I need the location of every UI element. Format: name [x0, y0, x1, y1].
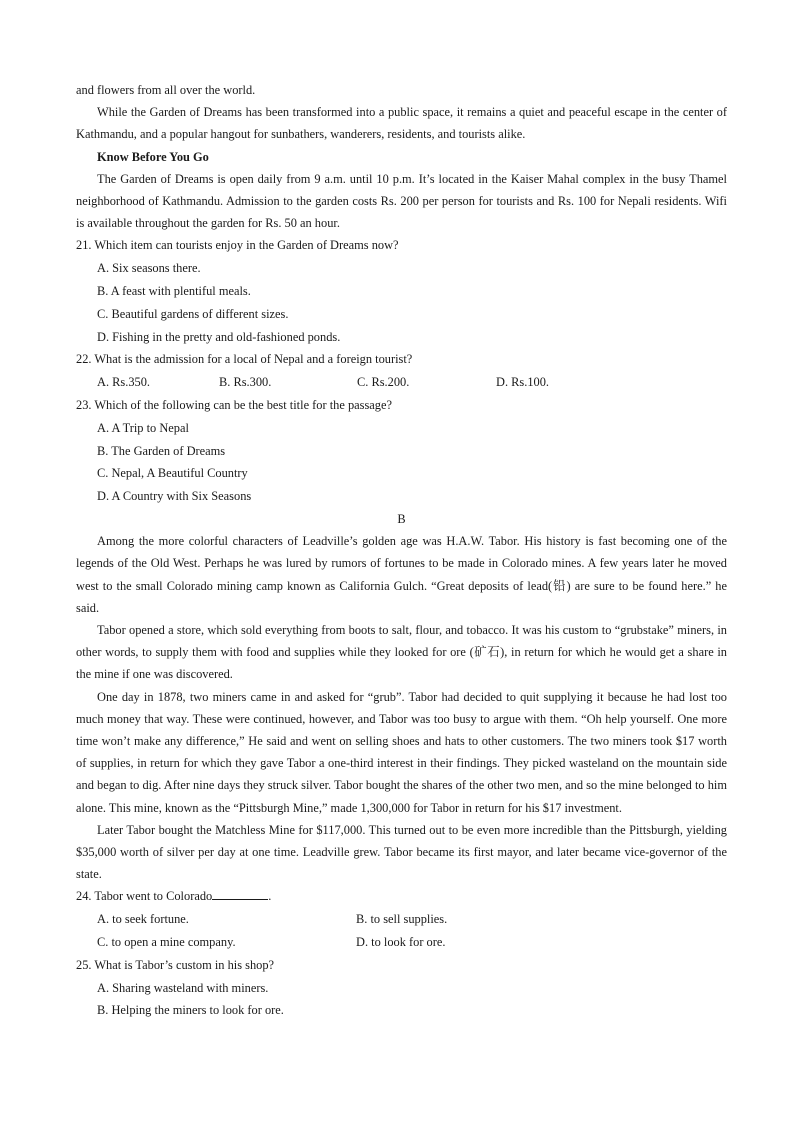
option-a: A. Six seasons there. — [97, 261, 201, 276]
option-a: A. to seek fortune. — [97, 912, 189, 927]
question-24 — [76, 885, 727, 953]
option-row — [97, 371, 727, 394]
question-stem-end: . — [268, 889, 272, 904]
option-a: A. Sharing wasteland with miners. — [97, 980, 269, 995]
option-row — [97, 931, 727, 954]
option-c: C. Rs.200. — [357, 375, 410, 390]
option-d: D. A Country with Six Seasons — [97, 489, 252, 504]
option-row — [97, 908, 727, 931]
question-21 — [76, 234, 727, 348]
passage-a-paragraph: While the Garden of Dreams has been transformed into a public space, it remains a quiet and peaceful escape in the center of Kathmandu, and a popular hangout for sunbathers, wanderers, residents, and tourists alike. — [76, 105, 727, 142]
question-stem: 21. Which item can tourists enjoy in the Garden of Dreams now? — [76, 238, 399, 253]
option-a: A. A Trip to Nepal — [97, 420, 189, 435]
question-stem: 23. Which of the following can be the best title for the passage? — [76, 398, 392, 412]
question-stem: 22. What is the admission for a local of Nepal and a foreign tourist? — [76, 352, 413, 367]
question-22 — [76, 348, 727, 394]
option-d: D. to look for ore. — [356, 935, 446, 950]
passage-b-paragraph: Later Tabor bought the Matchless Mine for $117,000. This turned out to be even more incredible than the Pittsburgh, yielding $35,000 worth of silver per day at one time. Leadville grew. Tabor became its first mayor, and later became vice-governor of the state. — [76, 822, 727, 882]
passage-a-continuation: and flowers from all over the world. — [76, 83, 256, 97]
option-b: B. A feast with plentiful meals. — [97, 284, 251, 299]
question-23 — [76, 394, 727, 508]
option-b: B. Helping the miners to look for ore. — [97, 1003, 284, 1018]
option-b: B. The Garden of Dreams — [97, 443, 226, 458]
option-d: D. Fishing in the pretty and old-fashioned ponds. — [97, 329, 341, 344]
exam-page — [76, 79, 727, 1022]
option-c: C. to open a mine company. — [97, 935, 236, 950]
option-a: A. Rs.350. — [97, 375, 151, 390]
option-c: C. Beautiful gardens of different sizes. — [97, 306, 289, 321]
question-stem — [76, 885, 727, 908]
passage-b-paragraph: Among the more colorful characters of Leadville’s golden age was H.A.W. Tabor. His history is fast becoming one of the legends of the Old West. Perhaps he was lured by rumors of fortunes to be made in Colorado mines. A few years later he moved west to the small Colorado mining camp known as California Gulch. “Great deposits of lead(铅) are sure to be found here.” he said. — [76, 534, 727, 615]
passage-b-paragraph: Tabor opened a store, which sold everything from boots to salt, flour, and tobacco. It was his custom to “grubstake” miners, in other words, to supply them with food and supplies while they looked for ore (矿石), in return for which he would get a share in the mine if one was discovered. — [76, 623, 727, 682]
section-heading: Know Before You Go — [97, 149, 209, 164]
question-25 — [76, 954, 727, 1022]
passage-b-paragraph: One day in 1878, two miners came in and asked for “grub”. Tabor had decided to quit supplying it because he had lost too much money that way. These were continued, however, and Tabor was too busy to argue with them. “Oh help yourself. One more time won’t make any difference,” He said and went on selling shoes and hats to other customers. The two miners took $17 worth of supplies, in return for which they gave Tabor a one-third interest in their findings. They picked wasteland on the mountain side and began to dig. After nine days they struck silver. Tabor bought the shares of the other two men, and so the mine belonged to him alone. This mine, known as the “Pittsburgh Mine,” made 1,300,000 for Tabor in return for his $17 investment. — [76, 689, 727, 815]
option-d: D. Rs.100. — [496, 375, 550, 390]
option-b: B. to sell supplies. — [356, 912, 448, 927]
option-c: C. Nepal, A Beautiful Country — [97, 466, 248, 481]
question-stem-text: 24. Tabor went to Colorado — [76, 889, 213, 904]
passage-a-paragraph: The Garden of Dreams is open daily from 9 a.m. until 10 p.m. It’s located in the Kaiser Mahal complex in the busy Thamel neighborhood of Kathmandu. Admission to the garden costs Rs. 200 per person for tourists and Rs. 100 for Nepali residents. Wifi is available throughout the garden for Rs. 50 an hour. — [76, 171, 727, 231]
question-stem: 25. What is Tabor’s custom in his shop? — [76, 957, 275, 972]
option-b: B. Rs.300. — [219, 375, 272, 390]
section-label: B — [397, 511, 406, 526]
answer-blank — [212, 888, 268, 900]
